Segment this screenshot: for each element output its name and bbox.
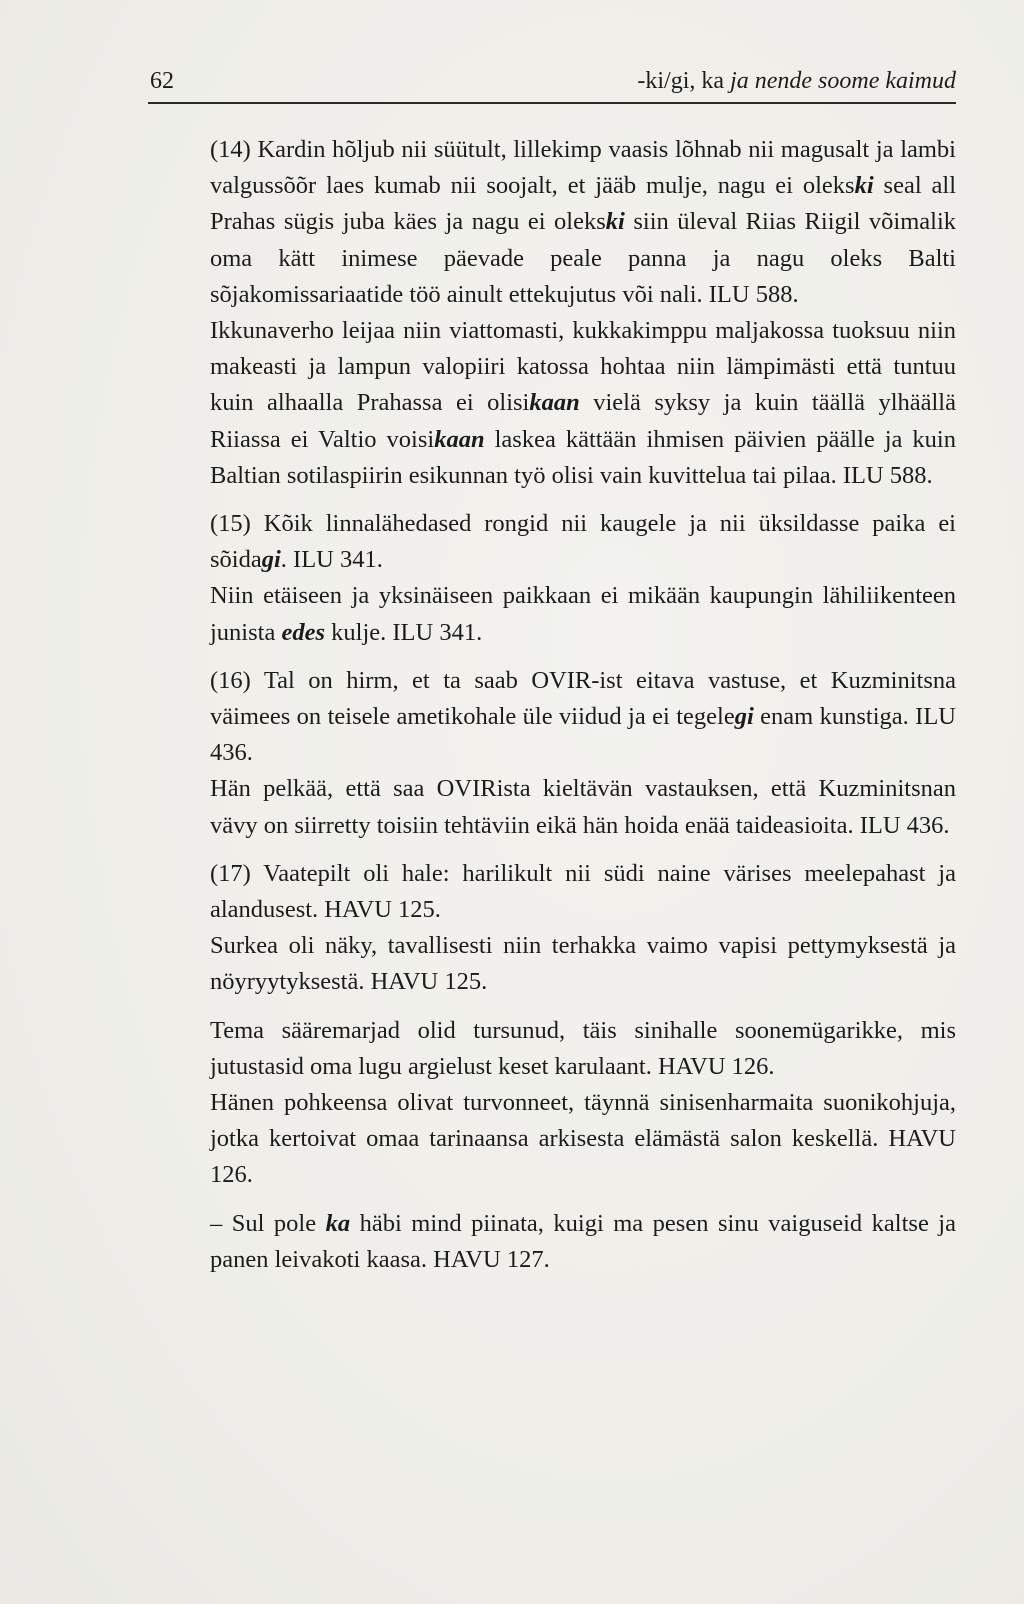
running-head-plain: -ki/gi, ka: [637, 68, 731, 94]
paragraph: [210, 856, 956, 928]
emphasized-text: ka: [325, 1209, 351, 1237]
emphasized-text: gi: [261, 546, 281, 574]
paragraph: [210, 771, 956, 843]
text-segment: siin üleval Riias Riigil võimalik oma kätt inimese päevade peale panna ja nagu oleks Balti sõjakomissariaatide töö ainult ettekujutus või nali. ILU 588.: [210, 208, 957, 308]
text-segment: Niin etäiseen ja yksinäiseen paikkaan ei mikään kaupungin lähiliikenteen junista: [210, 582, 956, 646]
paragraph: [210, 928, 956, 1000]
running-head-italic: ja nende soome kaimud: [730, 68, 956, 94]
running-head: [637, 68, 956, 95]
text-segment: Ikkunaverho leijaa niin viattomasti, kukkakimppu maljakossa tuoksuu niin makeasti ja lampun valopiiri katossa hohtaa niin lämpimästi että tuntuu kuin alhaalla Prahassa ei olisi: [210, 317, 956, 417]
text-segment: (16) Tal on hirm, et ta saab OVIR-ist eitava vastuse, et Kuzminitsna väimees on teisele ametikohale üle viidud ja ei tegele: [210, 666, 956, 731]
page-body: [210, 132, 956, 1278]
text-segment: Hän pelkää, että saa OVIRista kieltävän vastauksen, että Kuzminitsnan vävy on siirretty toisiin tehtäviin eikä hän hoida enää taideasioita. ILU 436.: [210, 775, 956, 839]
emphasized-text: gi: [734, 703, 754, 731]
emphasized-text: ki: [854, 172, 874, 200]
text-segment: kulje. ILU 341.: [325, 618, 483, 646]
emphasized-text: kaan: [434, 425, 485, 453]
text-segment: (17) Vaatepilt oli hale: harilikult nii südi naine värises meelepahast ja alandusest. HAVU 125.: [210, 859, 956, 924]
text-segment: (14) Kardin hõljub nii süütult, lillekimp vaasis lõhnab nii magusalt ja lambi valgussõõr laes kumab nii soojalt, et jääb mulje, nagu ei oleks: [210, 136, 956, 200]
text-segment: . ILU 341.: [280, 546, 383, 574]
paragraph: [210, 506, 956, 578]
text-segment: vielä syksy ja kuin täällä ylhäällä Riiassa ei Valtio voisi: [210, 389, 956, 453]
paragraph: [210, 132, 956, 313]
page-number: 62: [150, 68, 174, 94]
paragraph: [210, 313, 956, 494]
text-segment: häbi mind piinata, kuigi ma pesen sinu vaiguseid kaltse ja panen leivakoti kaasa. HAVU 127.: [210, 1209, 956, 1273]
paragraph: [210, 1013, 956, 1085]
emphasized-text: ki: [605, 208, 625, 236]
emphasized-text: edes: [281, 618, 326, 646]
emphasized-text: kaan: [529, 389, 580, 417]
text-segment: seal all Prahas sügis juba käes ja nagu ei oleks: [210, 172, 956, 236]
paragraph: [210, 1206, 956, 1278]
paragraph: [210, 663, 956, 772]
text-segment: Surkea oli näky, tavallisesti niin terhakka vaimo vapisi pettymyksestä ja nöyryytyksestä. HAVU 125.: [210, 932, 956, 996]
text-segment: – Sul pole: [210, 1209, 326, 1237]
text-segment: laskea kättään ihmisen päivien päälle ja kuin Baltian sotilaspiirin esikunnan työ olisi vain kuvittelua tai pilaa. ILU 588.: [210, 425, 956, 489]
text-segment: (15) Kõik linnalähedased rongid nii kaugele ja nii üksildasse paika ei sõida: [210, 510, 956, 574]
paragraph: [210, 578, 956, 650]
page-header: [148, 66, 956, 104]
text-segment: Tema sääremarjad olid tursunud, täis sinihalle soonemügarikke, mis jutustasid oma lugu argielust keset karulaant. HAVU 126.: [210, 1016, 956, 1080]
text-segment: Hänen pohkeensa olivat turvonneet, täynnä sinisenharmaita suonikohjuja, jotka kertoivat omaa tarinaansa arkisesta elämästä salon keskellä. HAVU 126.: [210, 1089, 956, 1189]
paragraph: [210, 1085, 956, 1194]
text-segment: enam kunstiga. ILU 436.: [210, 703, 956, 767]
